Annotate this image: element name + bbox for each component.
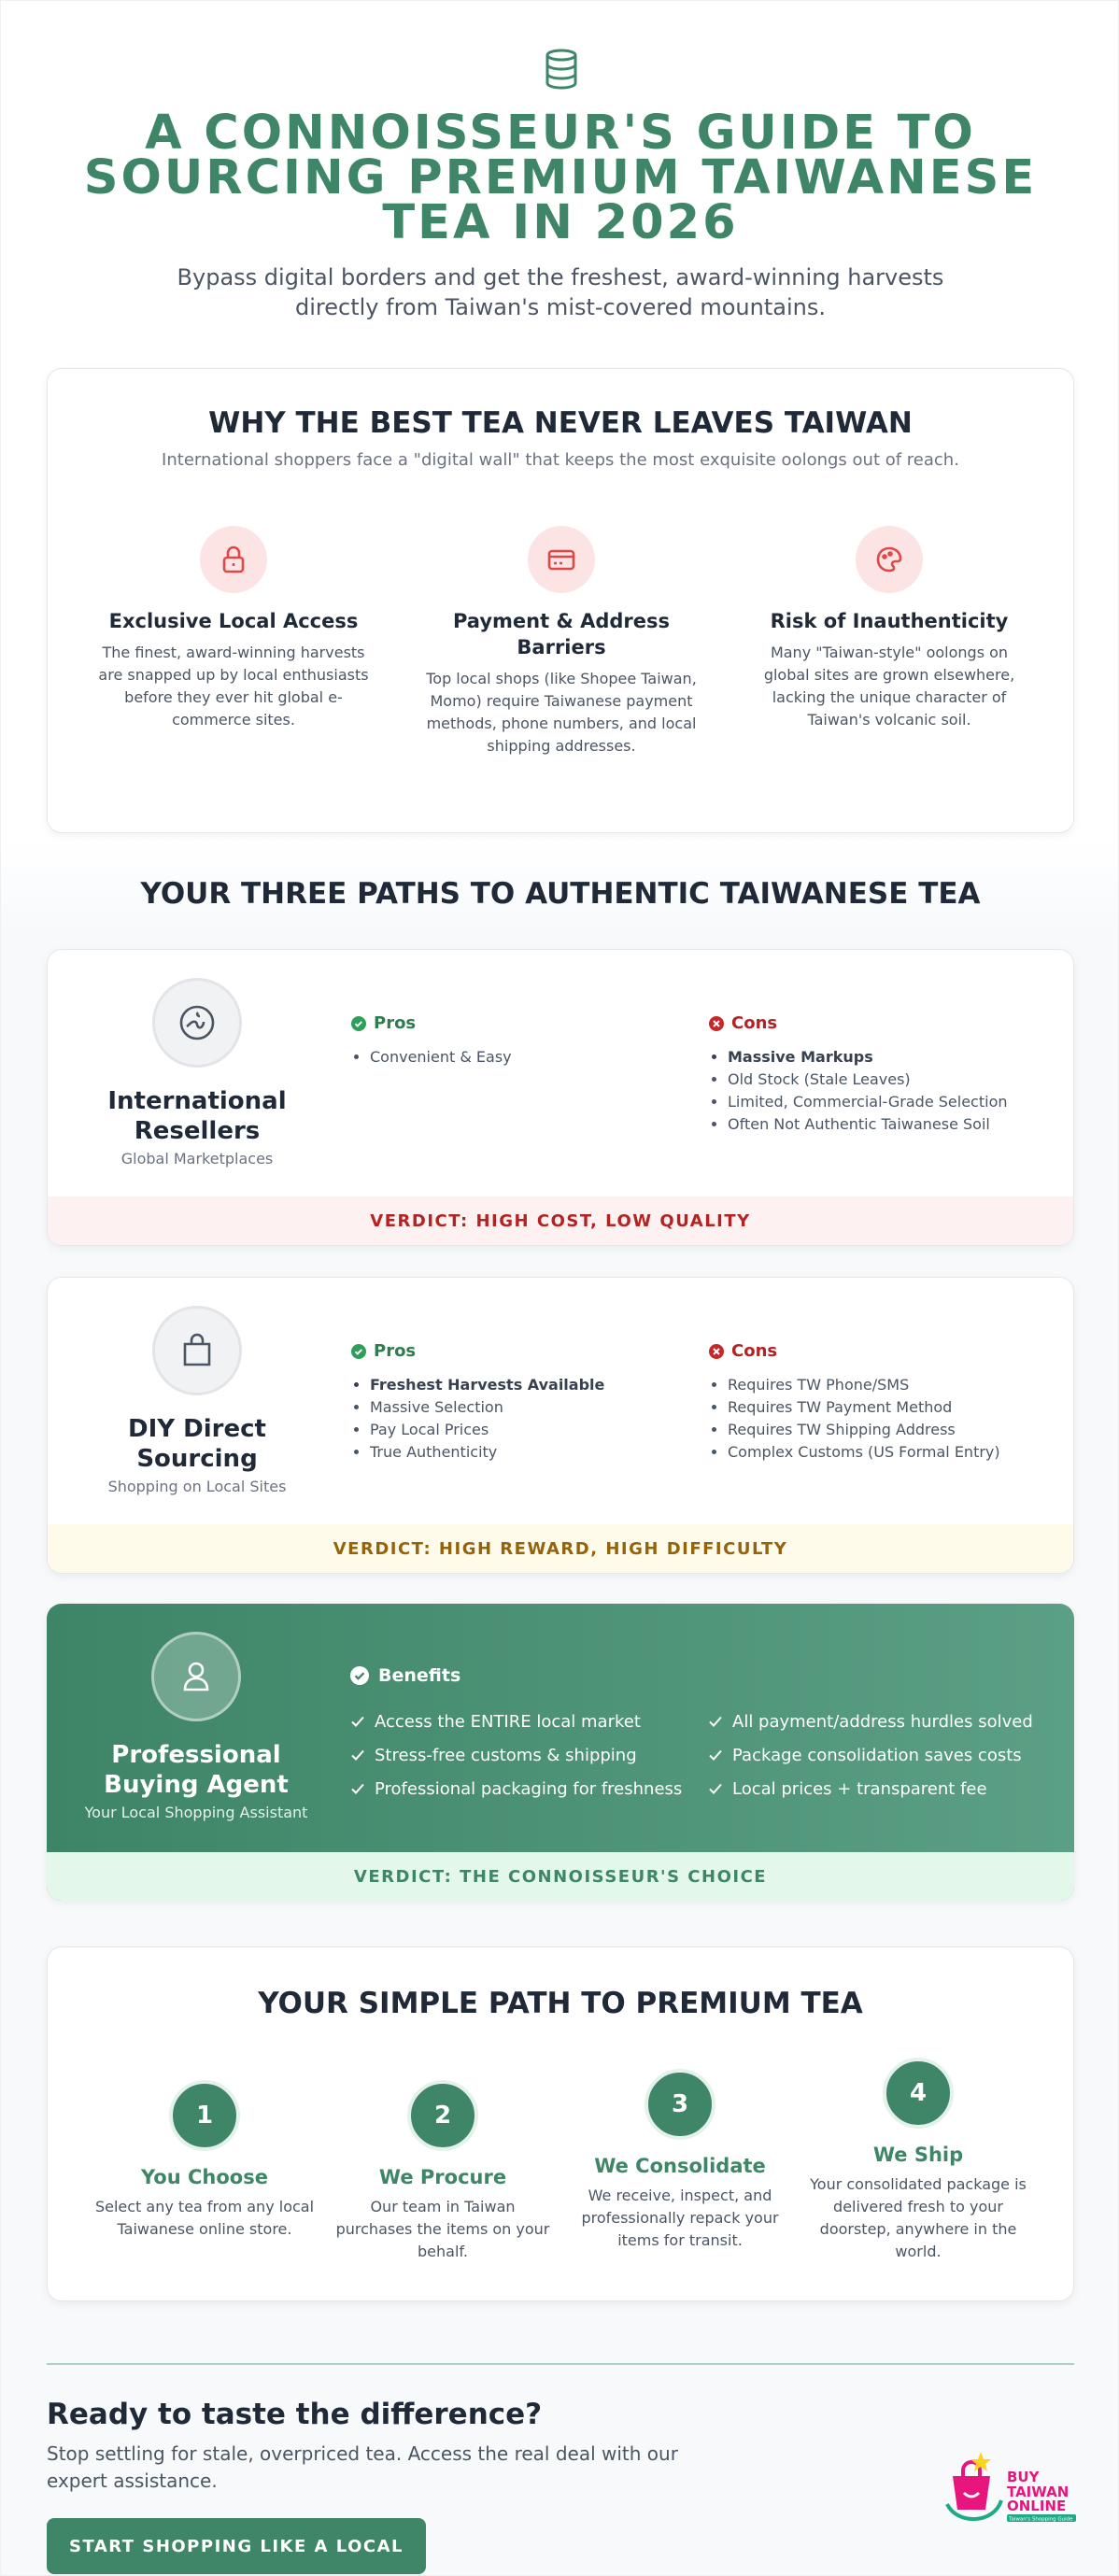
path-card-diy bbox=[47, 1277, 1074, 1574]
why-subtitle: International shoppers face a "digital wall" that keeps the most exquisite oolongs out of reach. bbox=[162, 450, 959, 470]
credit-card-icon bbox=[528, 526, 595, 593]
logo-line1: BUY bbox=[1007, 2469, 1040, 2485]
benefit-text: All payment/address hurdles solved bbox=[732, 1711, 1033, 1732]
user-icon bbox=[151, 1632, 241, 1721]
path-identity bbox=[85, 978, 309, 1168]
path-identity bbox=[84, 1632, 308, 1821]
logo-line3: ONLINE bbox=[1007, 2498, 1067, 2514]
cons-item: • Old Stock (Stale Leaves) bbox=[728, 1069, 1008, 1091]
benefit-text: Access the ENTIRE local market bbox=[375, 1711, 641, 1732]
step-title: We Consolidate bbox=[594, 2155, 766, 2177]
benefit-item bbox=[708, 1705, 1033, 1738]
feature-text: Many "Taiwan-style" oolongs on global sites are grown elsewhere, lacking the unique character of Taiwan's volcanic soil. bbox=[763, 644, 1015, 729]
page-subtitle: Bypass digital borders and get the freshest, award-winning harvests directly from Taiwan's mist-covered mountains. bbox=[177, 264, 944, 320]
path-name: DIY Direct Sourcing bbox=[128, 1415, 266, 1473]
path-subtitle: Global Marketplaces bbox=[120, 1150, 274, 1168]
benefit-item bbox=[708, 1772, 1033, 1805]
feature-inauthenticity bbox=[749, 526, 1029, 731]
why-title: WHY THE BEST TEA NEVER LEAVES TAIWAN bbox=[208, 406, 913, 440]
pros-column bbox=[351, 1341, 604, 1464]
step-text: Your consolidated package is delivered fresh to your doorstep, anywhere in the world. bbox=[810, 2175, 1027, 2260]
step-number: 2 bbox=[407, 2080, 478, 2151]
check-icon bbox=[708, 1781, 723, 1796]
steps-card bbox=[47, 1946, 1074, 2301]
benefit-text: Local prices + transparent fee bbox=[732, 1778, 987, 1799]
steps-title: YOUR SIMPLE PATH TO PREMIUM TEA bbox=[258, 1987, 863, 2020]
benefit-text: Package consolidation saves costs bbox=[732, 1745, 1022, 1765]
shopping-bag-icon bbox=[152, 1306, 242, 1395]
pros-label: Pros bbox=[374, 1013, 417, 1033]
cons-item: • Requires TW Shipping Address bbox=[728, 1419, 1000, 1441]
buy-taiwan-online-logo[interactable] bbox=[940, 2448, 1080, 2523]
benefits-heading bbox=[350, 1665, 460, 1686]
step-number: 1 bbox=[169, 2080, 240, 2151]
step-text: Our team in Taiwan purchases the items on your behalf. bbox=[335, 2198, 550, 2260]
path-identity bbox=[85, 1306, 309, 1495]
step-ship bbox=[806, 2058, 1030, 2263]
pros-item: • Pay Local Prices bbox=[370, 1419, 604, 1441]
step-consolidate bbox=[568, 2069, 792, 2252]
step-procure bbox=[331, 2080, 555, 2263]
check-icon bbox=[350, 1748, 365, 1762]
verdict-banner: VERDICT: THE CONNOISSEUR'S CHOICE bbox=[47, 1852, 1074, 1901]
feature-text: The finest, award-winning harvests are snapped up by local enthusiasts before they ever hit global e-commerce sites. bbox=[98, 644, 369, 729]
benefit-item bbox=[350, 1705, 682, 1738]
step-text: We receive, inspect, and professionally repack your items for transit. bbox=[581, 2187, 779, 2249]
path-name: International Resellers bbox=[107, 1087, 287, 1145]
benefits-label: Benefits bbox=[378, 1665, 461, 1686]
check-circle-icon bbox=[350, 1666, 369, 1685]
check-circle-icon bbox=[351, 1344, 366, 1359]
cons-item: • Massive Markups bbox=[728, 1046, 1008, 1069]
cons-column bbox=[709, 1341, 1000, 1464]
step-number: 4 bbox=[883, 2058, 954, 2129]
benefit-item bbox=[350, 1738, 682, 1772]
check-icon bbox=[350, 1714, 365, 1729]
check-icon bbox=[350, 1781, 365, 1796]
benefit-text: Stress-free customs & shipping bbox=[375, 1745, 637, 1765]
cons-item: • Often Not Authentic Taiwanese Soil bbox=[728, 1113, 1008, 1136]
pros-label: Pros bbox=[374, 1341, 417, 1361]
path-name: Professional Buying Agent bbox=[104, 1741, 289, 1799]
benefit-text: Professional packaging for freshness bbox=[375, 1778, 683, 1799]
pros-item: • Massive Selection bbox=[370, 1396, 604, 1419]
check-icon bbox=[708, 1714, 723, 1729]
cons-column bbox=[709, 1013, 1008, 1136]
warning-icon bbox=[856, 526, 923, 593]
cta-title: Ready to taste the difference? bbox=[47, 2398, 543, 2431]
page-title: A CONNOISSEUR'S GUIDE TO SOURCING PREMIUM TAIWANESE TEA IN 2026 bbox=[83, 106, 1038, 250]
pros-item: • True Authenticity bbox=[370, 1441, 604, 1464]
verdict-banner: VERDICT: HIGH REWARD, HIGH DIFFICULTY bbox=[48, 1524, 1073, 1573]
benefits-right bbox=[708, 1705, 1033, 1805]
paths-title: YOUR THREE PATHS TO AUTHENTIC TAIWANESE TEA bbox=[140, 877, 981, 911]
why-card bbox=[47, 368, 1074, 833]
lock-icon bbox=[200, 526, 267, 593]
path-card-agent bbox=[47, 1604, 1074, 1901]
pros-item: • Freshest Harvests Available bbox=[370, 1374, 604, 1396]
step-title: We Procure bbox=[378, 2166, 507, 2188]
path-subtitle: Shopping on Local Sites bbox=[107, 1478, 287, 1495]
path-card-resellers bbox=[47, 949, 1074, 1246]
cons-item: • Limited, Commercial-Grade Selection bbox=[728, 1091, 1008, 1113]
feature-title: Payment & Address Barriers bbox=[452, 610, 670, 658]
globe-icon bbox=[152, 978, 242, 1068]
step-text: Select any tea from any local Taiwanese online store. bbox=[94, 2198, 315, 2238]
feature-local-access bbox=[93, 526, 374, 731]
path-subtitle: Your Local Shopping Assistant bbox=[84, 1804, 308, 1821]
benefits-left bbox=[350, 1705, 682, 1805]
logo-line2: TAIWAN bbox=[1007, 2484, 1069, 2500]
feature-text: Top local shops (like Shopee Taiwan, Momo) require Taiwanese payment methods, phone numbers, and local shipping addresses. bbox=[426, 670, 697, 755]
step-choose bbox=[92, 2080, 317, 2241]
step-title: We Ship bbox=[872, 2144, 964, 2166]
logo-tagline: Taiwan's Shopping Guide bbox=[1009, 2516, 1073, 2523]
cta-text: Stop settling for stale, overpriced tea. Access the real deal with our expert assistance. bbox=[47, 2442, 678, 2492]
feature-title: Risk of Inauthenticity bbox=[770, 610, 1009, 632]
cons-item: • Complex Customs (US Formal Entry) bbox=[728, 1441, 1000, 1464]
divider bbox=[47, 2363, 1074, 2365]
benefit-item bbox=[350, 1772, 682, 1805]
feature-title: Exclusive Local Access bbox=[108, 610, 359, 632]
verdict-banner: VERDICT: HIGH COST, LOW QUALITY bbox=[48, 1196, 1073, 1245]
pros-column bbox=[351, 1013, 512, 1069]
check-icon bbox=[708, 1748, 723, 1762]
benefit-item bbox=[708, 1738, 1033, 1772]
pros-item: • Convenient & Easy bbox=[370, 1046, 512, 1069]
step-number: 3 bbox=[644, 2069, 715, 2140]
coin-stack-icon bbox=[544, 48, 579, 91]
cons-item: • Requires TW Phone/SMS bbox=[728, 1374, 1000, 1396]
start-shopping-button[interactable]: START SHOPPING LIKE A LOCAL bbox=[47, 2518, 426, 2574]
feature-payment-barriers bbox=[421, 526, 701, 757]
x-circle-icon bbox=[709, 1016, 724, 1031]
x-circle-icon bbox=[709, 1344, 724, 1359]
cons-label: Cons bbox=[731, 1013, 778, 1033]
cons-label: Cons bbox=[731, 1341, 778, 1361]
cons-item: • Requires TW Payment Method bbox=[728, 1396, 1000, 1419]
step-title: You Choose bbox=[141, 2166, 268, 2188]
check-circle-icon bbox=[351, 1016, 366, 1031]
